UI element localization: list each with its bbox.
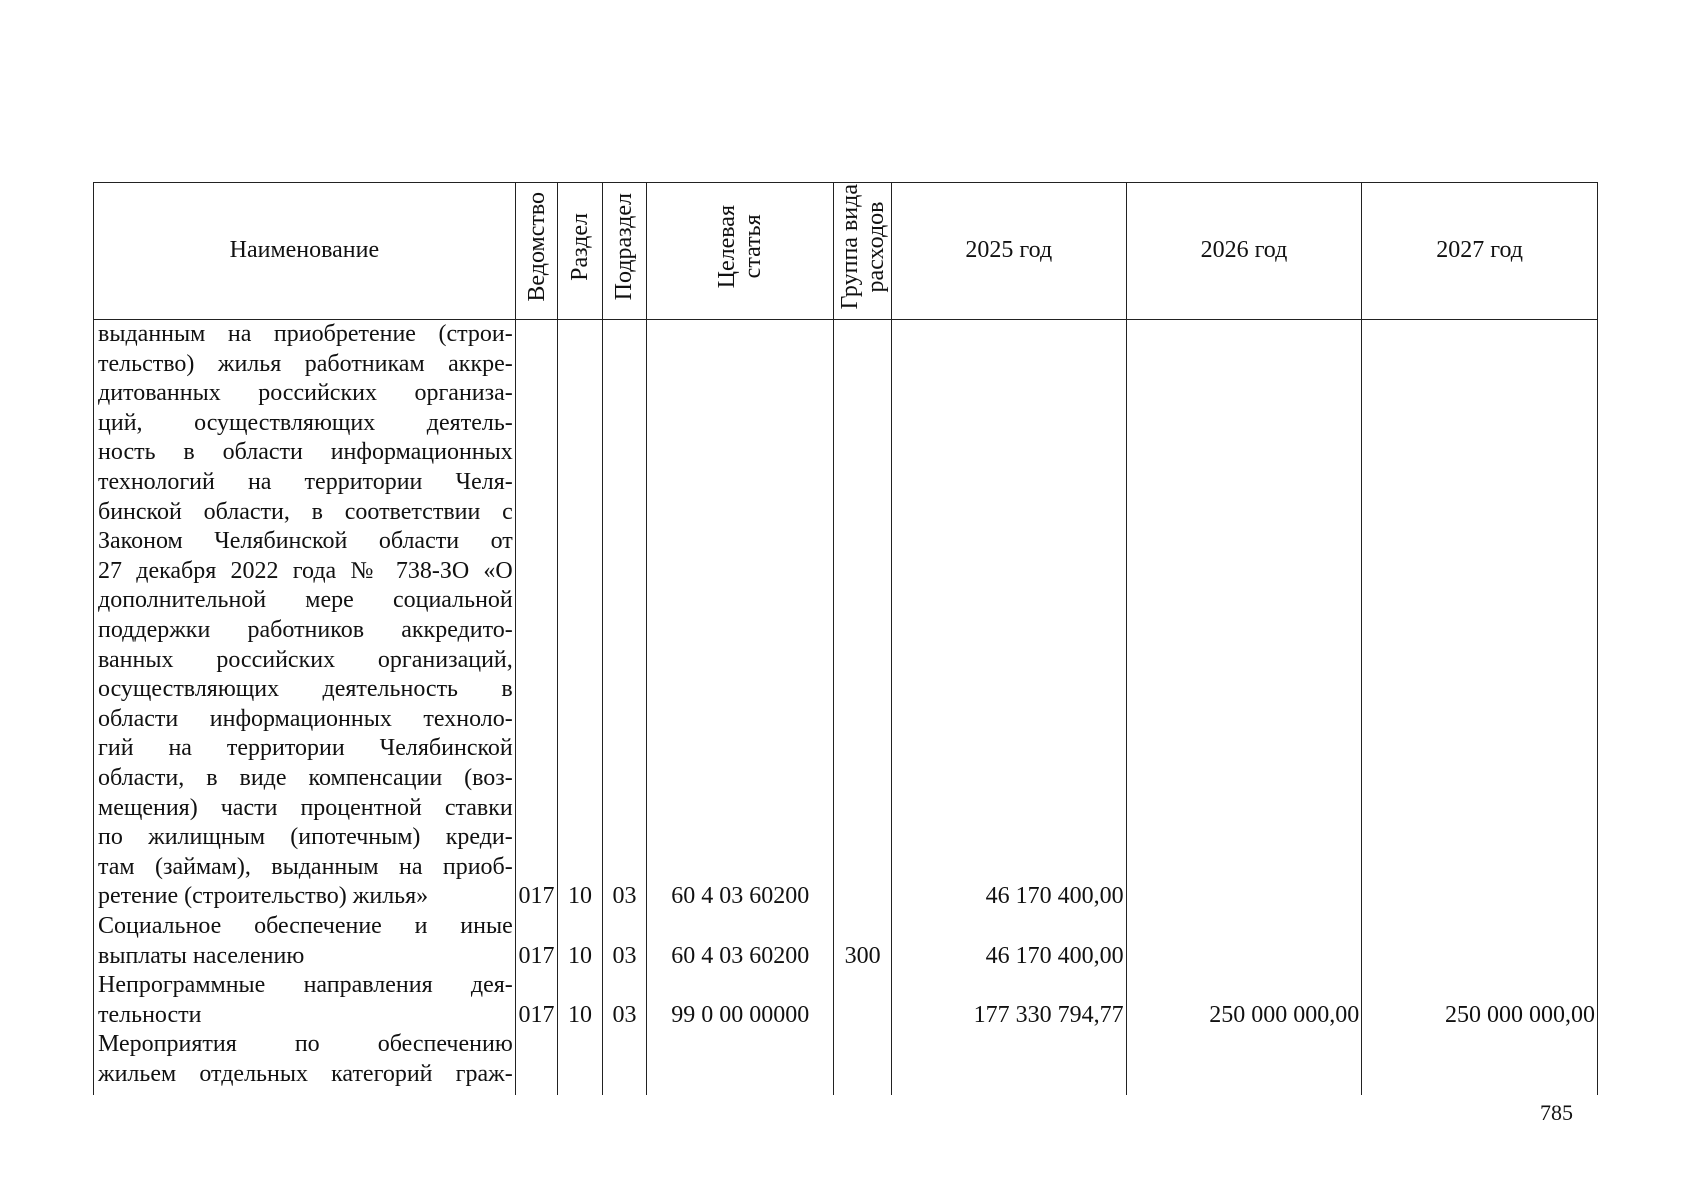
name-line: поддержки работников аккредито- xyxy=(98,617,513,643)
name-line: Мероприятия по обеспечению xyxy=(98,1031,513,1058)
name-line: гий на территории Челябинской xyxy=(98,735,513,762)
y2027-column xyxy=(1362,320,1598,1096)
name-line: ванных российских организаций, xyxy=(98,646,513,673)
name-line: дитованных российских организа- xyxy=(98,380,513,407)
name-line: ций, осуществляющих деятель- xyxy=(98,409,513,436)
target-column xyxy=(647,320,834,1096)
name-line: Социальное обеспечение и иные xyxy=(98,913,513,939)
name-line: бинской области, в соответствии с xyxy=(98,498,513,525)
name-line: тельности xyxy=(98,1001,202,1028)
cell-dept: 017 xyxy=(518,1001,555,1028)
cell-target: 60 4 03 60200 xyxy=(671,883,810,910)
cell-group: 300 xyxy=(844,942,881,969)
header-name: Наименование xyxy=(94,183,516,320)
cell-dept: 017 xyxy=(518,942,555,969)
cell-section: 10 xyxy=(567,883,592,910)
group-column xyxy=(834,320,892,1096)
y2025-column xyxy=(891,320,1126,1096)
cell-section: 10 xyxy=(567,1001,592,1028)
name-line: выплаты населению xyxy=(98,942,305,969)
cell-y2025: 177 330 794,77 xyxy=(973,1001,1124,1028)
y2026-column xyxy=(1126,320,1362,1096)
name-line: технологий на территории Челя- xyxy=(98,469,513,495)
name-line: по жилищным (ипотечным) креди- xyxy=(98,824,513,851)
name-line: дополнительной мере социальной xyxy=(98,587,513,614)
section-column xyxy=(558,320,603,1096)
dept-column xyxy=(515,320,557,1096)
cell-target: 60 4 03 60200 xyxy=(671,942,810,969)
name-line: 27 декабря 2022 года № 738-ЗО «О xyxy=(98,557,513,584)
cell-subsection: 03 xyxy=(612,942,637,969)
header-row xyxy=(94,183,1598,320)
name-line: области информационных техноло- xyxy=(98,705,513,732)
header-2027: 2027 год xyxy=(1362,183,1598,320)
name-line: выданным на приобретение (строи- xyxy=(98,321,513,347)
cell-target: 99 0 00 00000 xyxy=(671,1001,810,1028)
page-number: 785 xyxy=(1540,1100,1573,1125)
cell-y2025: 46 170 400,00 xyxy=(985,942,1124,969)
header-subsection: Подраздел xyxy=(602,183,647,320)
header-group: Группа вида расходов xyxy=(834,183,892,320)
name-column xyxy=(94,320,516,1096)
name-line: области, в виде компенсации (воз- xyxy=(98,765,513,791)
budget-table xyxy=(93,182,1598,1095)
table-body-row xyxy=(94,320,1598,1096)
header-target: Целевая статья xyxy=(647,183,834,320)
name-line: ность в области информационных xyxy=(98,439,513,466)
header-2026: 2026 год xyxy=(1126,183,1362,320)
name-line: мещения) части процентной ставки xyxy=(98,794,513,821)
cell-dept: 017 xyxy=(518,883,555,910)
cell-y2027: 250 000 000,00 xyxy=(1445,1001,1595,1028)
cell-y2025: 46 170 400,00 xyxy=(985,883,1124,910)
name-line: Непрограммные направления дея- xyxy=(98,972,513,999)
name-line: тельство) жилья работникам аккре- xyxy=(98,350,513,377)
header-dept: Ведомство xyxy=(515,183,557,320)
name-line: там (займам), выданным на приоб- xyxy=(98,853,513,880)
header-2025: 2025 год xyxy=(891,183,1126,320)
cell-y2026: 250 000 000,00 xyxy=(1209,1001,1360,1028)
name-line: ретение (строительство) жилья» xyxy=(98,883,429,910)
name-line: Законом Челябинской области от xyxy=(98,528,513,555)
cell-subsection: 03 xyxy=(612,1001,637,1028)
cell-subsection: 03 xyxy=(612,883,637,910)
header-section: Раздел xyxy=(558,183,603,320)
name-line: осуществляющих деятельность в xyxy=(98,676,513,703)
cell-section: 10 xyxy=(567,942,592,969)
subsection-column xyxy=(602,320,647,1096)
name-line: жильем отдельных категорий граж- xyxy=(98,1061,513,1087)
